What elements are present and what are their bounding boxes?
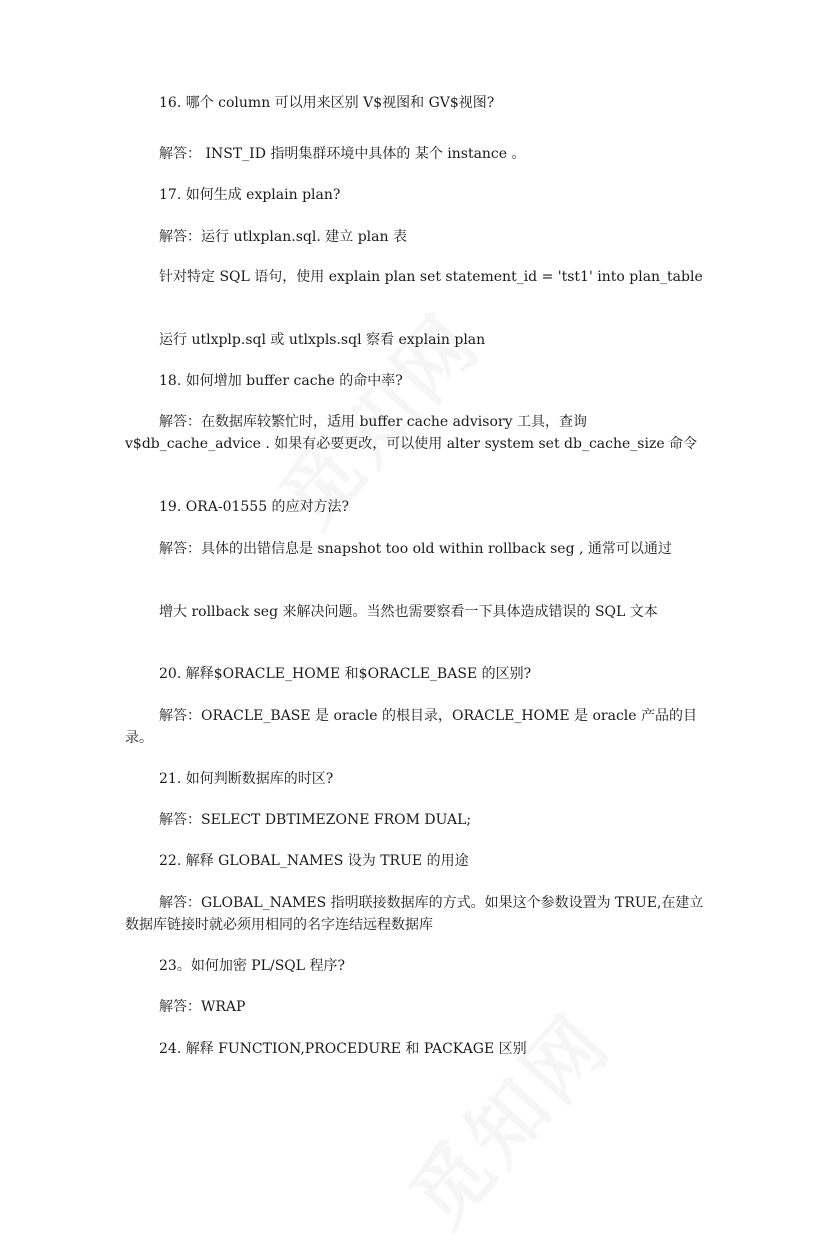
question-16: 16. 哪个 column 可以用来区别 V$视图和 GV$视图? [159,95,495,111]
answer-22: 解答：GLOBAL_NAMES 指明联接数据库的方式。如果这个参数设置为 TRUE,在建立数据库链接时就必须用相同的名字连结远程数据库 [125,895,704,933]
answer-18: 解答：在数据库较繁忙时，适用 buffer cache advisory 工具，查询 v$db_cache_advice . 如果有必要更改，可以使用 alter system set db_cache_size 命令 [125,414,698,452]
question-19: 19. ORA-01555 的应对方法? [159,499,350,515]
question-18: 18. 如何增加 buffer cache 的命中率? [159,373,403,389]
watermark-logo [380,985,632,1247]
answer-19: 解答：具体的出错信息是 snapshot too old within rollback seg , 通常可以通过 [159,541,672,557]
answer-17-step-2: 针对特定 SQL 语句，使用 explain plan set statement_id = 'tst1' into plan_table [159,269,703,285]
answer-21: 解答：SELECT DBTIMEZONE FROM DUAL; [159,812,472,828]
question-22: 22. 解释 GLOBAL_NAMES 设为 TRUE 的用途 [159,853,469,869]
answer-17: 解答：运行 utlxplan.sql. 建立 plan 表 [159,229,407,245]
answer-23: 解答：WRAP [159,999,246,1015]
question-20: 20. 解释$ORACLE_HOME 和$ORACLE_BASE 的区别? [159,666,532,682]
question-17: 17. 如何生成 explain plan? [159,187,341,203]
question-23: 23。如何加密 PL/SQL 程序? [159,958,346,974]
question-21: 21. 如何判断数据库的时区? [159,771,334,787]
question-24: 24. 解释 FUNCTION,PROCEDURE 和 PACKAGE 区别 [159,1041,527,1057]
answer-17-step-3: 运行 utlxplp.sql 或 utlxpls.sql 察看 explain plan [159,332,486,348]
answer-20: 解答：ORACLE_BASE 是 oracle 的根目录，ORACLE_HOME 是 oracle 产品的目录。 [125,708,698,746]
answer-16: 解答： INST_ID 指明集群环境中具体的 某个 instance 。 [159,146,526,162]
answer-19-continued: 增大 rollback seg 来解决问题。当然也需要察看一下具体造成错误的 SQL 文本 [159,604,658,620]
